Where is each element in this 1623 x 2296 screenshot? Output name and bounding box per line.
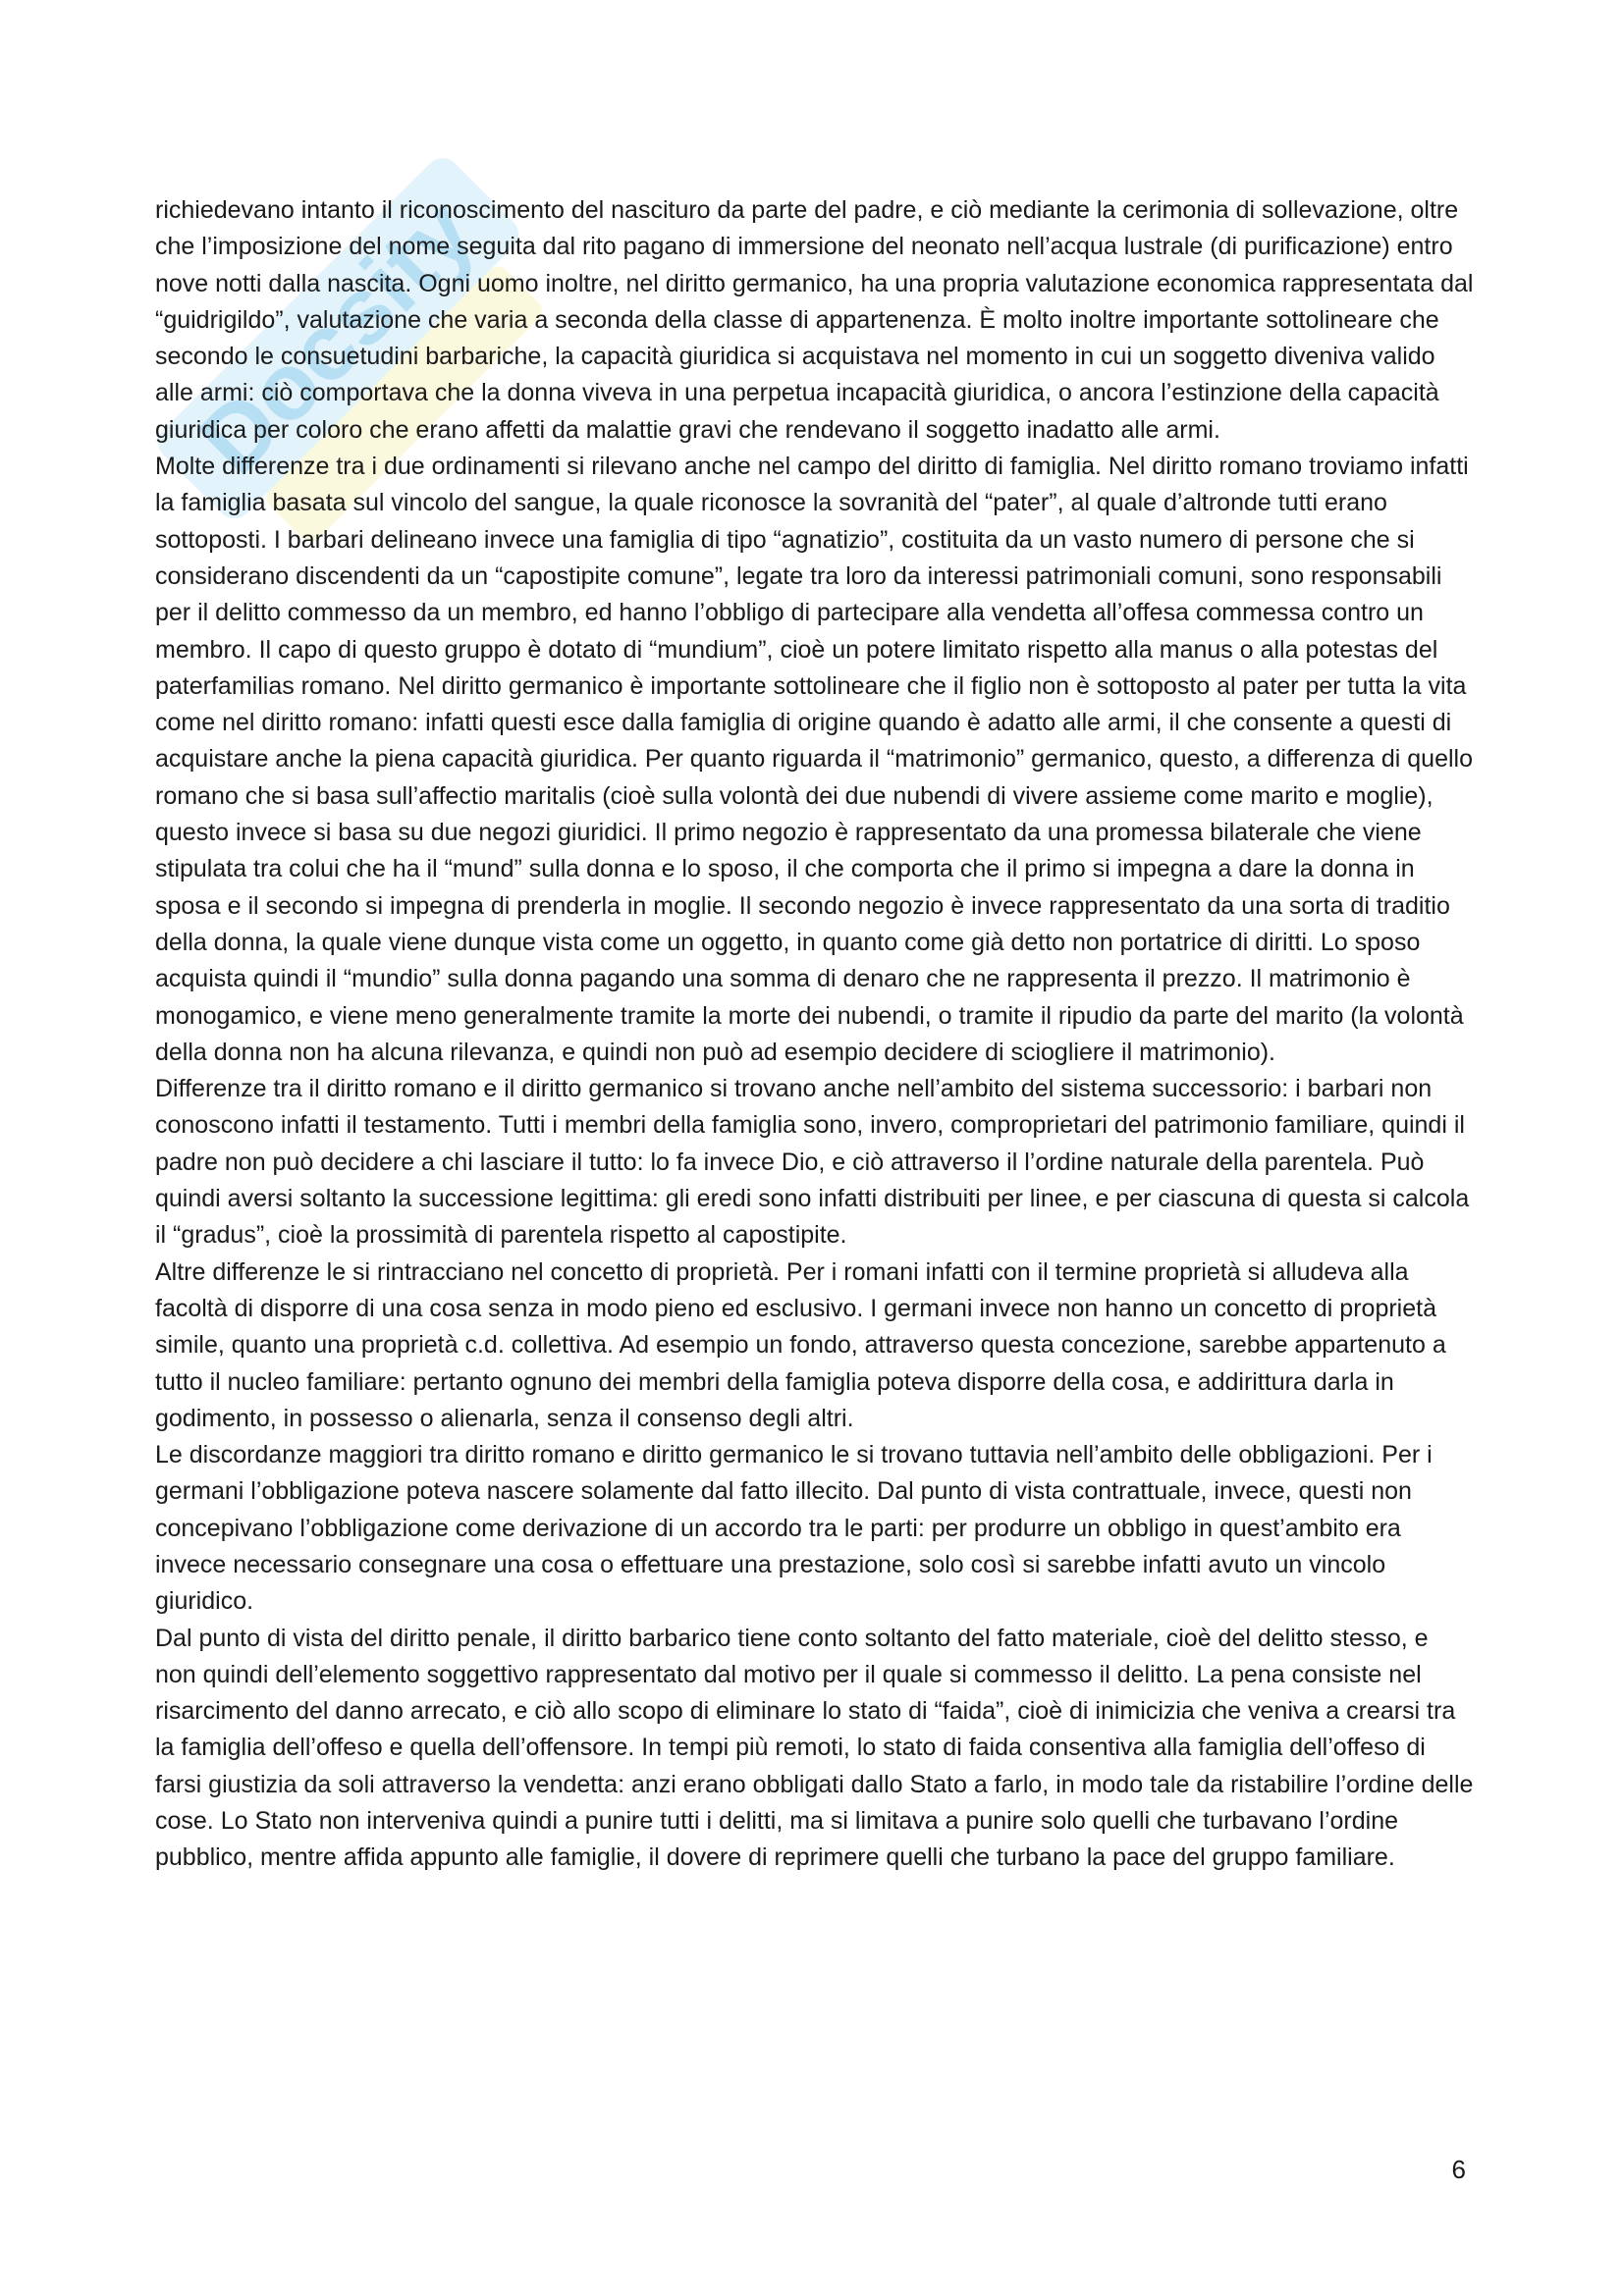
paragraph-property: Altre differenze le si rintracciano nel concetto di proprietà. Per i romani infatti con il termine proprietà si alludeva alla facoltà di disporre di una cosa senza in modo pieno ed esclusivo. I germani invece non hanno un concetto di proprietà simile, quanto una proprietà c.d. collettiva. Ad esempio un fondo, attraverso questa concezione, sarebbe appartenuto a tutto il nucleo familiare: pertanto ognuno dei membri della famiglia poteva disporre della cosa, e addirittura darla in godimento, in possesso o alienarla, senza il consenso degli altri.	[155, 1257, 1446, 1432]
document-body	[155, 192, 1476, 1877]
paragraph-lineage-capacity: richiedevano intanto il riconoscimento del nascituro da parte del padre, e ciò mediante la cerimonia di sollevazione, oltre che l’imposizione del nome seguita dal rito pagano di immersione del neonato nell’acqua lustrale (di purificazione) entro nove notti dalla nascita. Ogni uomo inoltre, nel diritto germanico, ha una propria valutazione economica rappresentata dal “guidrigildo”, valutazione che varia a seconda della classe di appartenenza. È molto inoltre importante sottolineare che secondo le consuetudini barbariche, la capacità giuridica si acquistava nel momento in cui un soggetto diveniva valido alle armi: ciò comportava che la donna viveva in una perpetua incapacità giuridica, o ancora l’estinzione della capacità giuridica per coloro che erano affetti da malattie gravi che rendevano il soggetto inadatto alle armi.	[155, 196, 1474, 444]
paragraph-criminal-law: Dal punto di vista del diritto penale, il diritto barbarico tiene conto soltanto del fatto materiale, cioè del delitto stesso, e non quindi dell’elemento soggettivo rappresentato dal motivo per il quale si commesso il delitto. La pena consiste nel risarcimento del danno arrecato, e ciò allo scopo di eliminare lo stato di “faida”, cioè di inimicizia che veniva a crearsi tra la famiglia dell’offeso e quella dell’offensore. In tempi più remoti, lo stato di faida consentiva alla famiglia dell’offeso di farsi giustizia da soli attraverso la vendetta: anzi erano obbligati dallo Stato a farlo, in modo tale da ristabilire l’ordine delle cose. Lo Stato non interveniva quindi a punire tutti i delitti, ma si limitava a punire solo quelli che turbavano l’ordine pubblico, mentre affida appunto alle famiglie, il dovere di reprimere quelli che turbano la pace del gruppo familiare.	[155, 1624, 1474, 1872]
page-number: 6	[1451, 2155, 1466, 2184]
paragraph-family-law: Molte differenze tra i due ordinamenti si rilevano anche nel campo del diritto di famiglia. Nel diritto romano troviamo infatti la famiglia basata sul vincolo del sangue, la quale riconosce la sovranità del “pater”, al quale d’altronde tutti erano sottoposti. I barbari delineano invece una famiglia di tipo “agnatizio”, costituita da un vasto numero di persone che si considerano discendenti da un “capostipite comune”, legate tra loro da interessi patrimoniali comuni, sono responsabili per il delitto commesso da un membro, ed hanno l’obbligo di partecipare alla vendetta all’offesa commessa contro un membro. Il capo di questo gruppo è dotato di “mundium”, cioè un potere limitato rispetto alla manus o alla potestas del paterfamilias romano. Nel diritto germanico è importante sottolineare che il figlio non è sottoposto al pater per tutta la vita come nel diritto romano: infatti questi esce dalla famiglia di origine quando è adatto alle armi, il che consente a questi di acquistare anche la piena capacità giuridica. Per quanto riguarda il “matrimonio” germanico, questo, a differenza di quello romano che si basa sull’affectio maritalis (cioè sulla volontà dei due nubendi di vivere assieme come marito e moglie), questo invece si basa su due negozi giuridici. Il primo negozio è rappresentato da una promessa bilaterale che viene stipulata tra colui che ha il “mund” sulla donna e lo sposo, il che comporta che il primo si impegna a dare la donna in sposa e il secondo si impegna di prenderla in moglie. Il secondo negozio è invece rappresentato da una sorta di traditio della donna, la quale viene dunque vista come un oggetto, in quanto come già detto non portatrice di diritti. Lo sposo acquista quindi il “mundio” sulla donna pagando una somma di denaro che ne rappresenta il prezzo. Il matrimonio è monogamico, e viene meno generalmente tramite la morte dei nubendi, o tramite il ripudio da parte del marito (la volontà della donna non ha alcuna rilevanza, e quindi non può ad esempio decidere di sciogliere il matrimonio).	[155, 453, 1473, 1066]
svg-text:Docsity: Docsity	[179, 179, 495, 495]
paragraph-succession: Differenze tra il diritto romano e il diritto germanico si trovano anche nell’ambito del sistema successorio: i barbari non conoscono infatti il testamento. Tutti i membri della famiglia sono, invero, comproprietari del patrimonio familiare, quindi il padre non può decidere a chi lasciare il tutto: lo fa invece Dio, e ciò attraverso il l’ordine naturale della parentela. Può quindi aversi soltanto la successione legittima: gli eredi sono infatti distribuiti per linee, e per ciascuna di questa si calcola il “gradus”, cioè la prossimità di parentela rispetto al capostipite.	[155, 1075, 1470, 1250]
paragraph-obligations: Le discordanze maggiori tra diritto romano e diritto germanico le si trovano tuttavia nell’ambito delle obbligazioni. Per i germani l’obbligazione poteva nascere solamente dal fatto illecito. Dal punto di vista contrattuale, invece, questi non concepivano l’obbligazione come derivazione di un accordo tra le parti: per produrre un obbligo in quest’ambito era invece necessario consegnare una cosa o effettuare una prestazione, solo così si sarebbe infatti avuto un vincolo giuridico.	[155, 1441, 1433, 1616]
